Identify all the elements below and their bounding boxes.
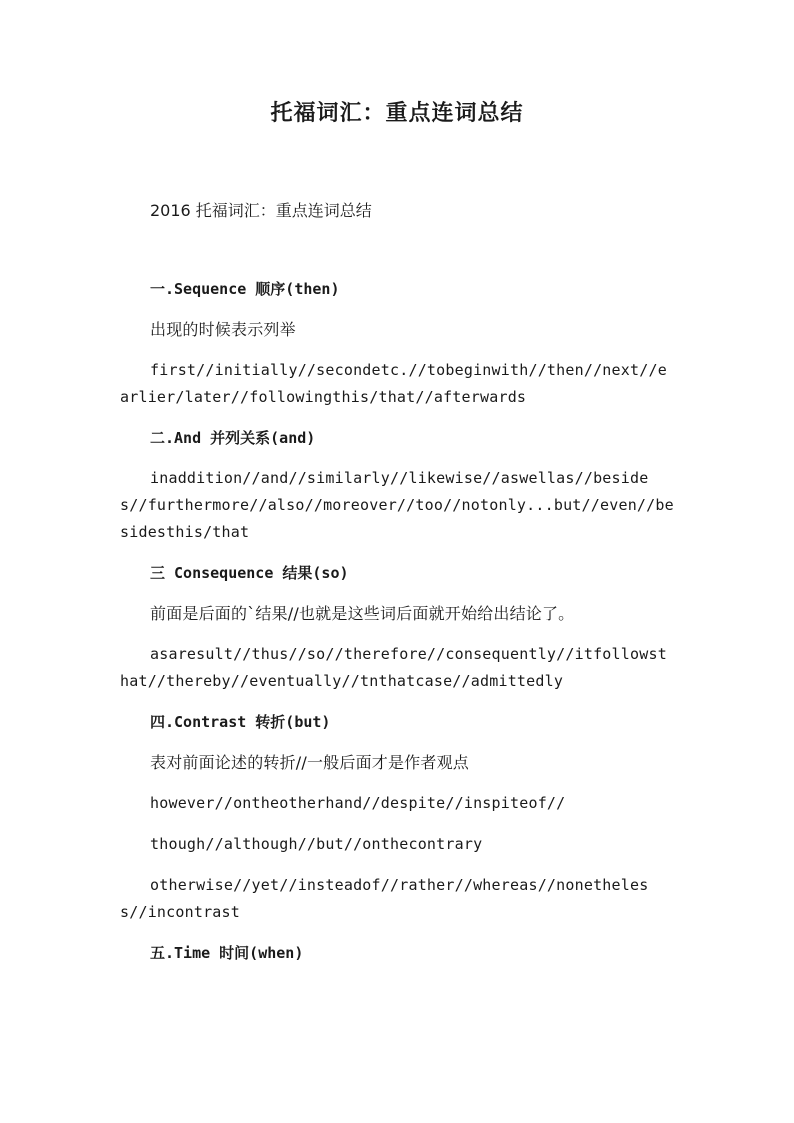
section-description: 前面是后面的`结果//也就是这些词后面就开始给出结论了。 bbox=[150, 604, 575, 623]
connector-list: inaddition//and//similarly//likewise//aswellas//besides//furthermore//also//moreover//too//notonly...but//even//besidesthis/that bbox=[120, 469, 674, 541]
section-heading-and: 二.And 并列关系(and) bbox=[150, 429, 316, 447]
document-subtitle: 2016 托福词汇：重点连词总结 bbox=[150, 201, 372, 220]
connector-list: first//initially//secondetc.//tobeginwith//then//next//earlier/later//followingthis/that//afterwards bbox=[120, 361, 667, 406]
section-heading-consequence: 三 Consequence 结果(so) bbox=[150, 564, 349, 582]
connector-list: though//although//but//onthecontrary bbox=[150, 835, 483, 853]
document-body bbox=[120, 198, 674, 980]
section-description: 出现的时候表示列举 bbox=[150, 320, 296, 339]
connector-list: asaresult//thus//so//therefore//consequently//itfollowsthat//thereby//eventually//tnthatcase//admittedly bbox=[120, 645, 667, 690]
page-title: 托福词汇：重点连词总结 bbox=[270, 101, 524, 126]
section-heading-contrast: 四.Contrast 转折(but) bbox=[150, 713, 331, 731]
section-description: 表对前面论述的转折//一般后面才是作者观点 bbox=[150, 753, 469, 772]
section-heading-sequence: 一.Sequence 顺序(then) bbox=[150, 280, 340, 298]
connector-list: however//ontheotherhand//despite//inspiteof// bbox=[150, 794, 566, 812]
connector-list: otherwise//yet//insteadof//rather//whereas//nonetheless//incontrast bbox=[120, 876, 649, 921]
section-heading-time: 五.Time 时间(when) bbox=[150, 944, 304, 962]
